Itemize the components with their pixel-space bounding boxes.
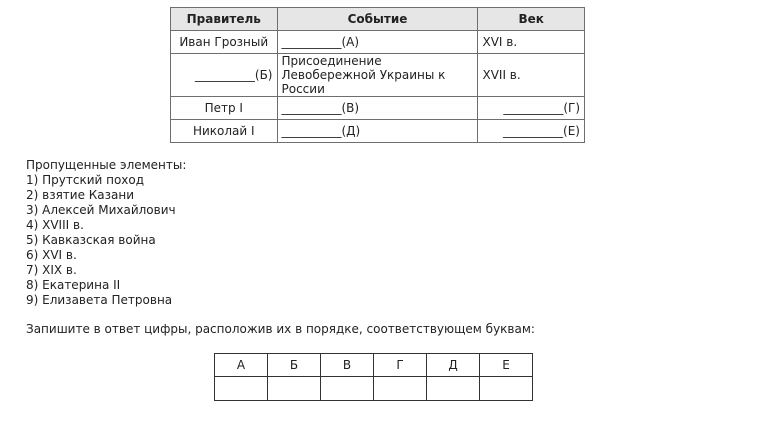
table-header-row bbox=[171, 8, 585, 31]
cell-ruler: __________(Б) bbox=[171, 54, 278, 97]
answer-cell-e[interactable] bbox=[480, 377, 533, 401]
cell-event: __________(А) bbox=[277, 31, 478, 54]
answer-letter: Б bbox=[268, 354, 321, 377]
cell-event: __________(Д) bbox=[277, 120, 478, 143]
missing-elements-title: Пропущенные элементы: bbox=[26, 158, 187, 172]
table-row bbox=[171, 54, 585, 97]
answer-cell-b[interactable] bbox=[268, 377, 321, 401]
answer-cell-v[interactable] bbox=[321, 377, 374, 401]
answer-letter: Е bbox=[480, 354, 533, 377]
answer-table bbox=[214, 353, 533, 401]
list-item: 3) Алексей Михайлович bbox=[26, 203, 176, 217]
answer-cell-d[interactable] bbox=[427, 377, 480, 401]
cell-century: __________(Г) bbox=[478, 97, 585, 120]
cell-century: XVI в. bbox=[478, 31, 585, 54]
list-item: 4) XVIII в. bbox=[26, 218, 84, 232]
cell-century: XVII в. bbox=[478, 54, 585, 97]
answer-letters-row bbox=[215, 354, 533, 377]
instruction-text: Запишите в ответ цифры, расположив их в порядке, соответствующем буквам: bbox=[26, 322, 535, 336]
cell-ruler: Николай I bbox=[171, 120, 278, 143]
answer-cell-a[interactable] bbox=[215, 377, 268, 401]
cell-ruler: Иван Грозный bbox=[171, 31, 278, 54]
header-ruler: Правитель bbox=[171, 8, 278, 31]
answer-letter: Г bbox=[374, 354, 427, 377]
cell-ruler: Петр I bbox=[171, 97, 278, 120]
list-item: 9) Елизавета Петровна bbox=[26, 293, 173, 307]
cell-event: Присоединение Левобережной Украины к России bbox=[277, 54, 478, 97]
cell-century: __________(Е) bbox=[478, 120, 585, 143]
list-item: 2) взятие Казани bbox=[26, 188, 135, 202]
header-century: Век bbox=[478, 8, 585, 31]
list-item: 7) XIX в. bbox=[26, 263, 77, 277]
answer-letter: В bbox=[321, 354, 374, 377]
answer-letter: Д bbox=[427, 354, 480, 377]
answer-input-row bbox=[215, 377, 533, 401]
list-item: 6) XVI в. bbox=[26, 248, 77, 262]
cell-event: __________(В) bbox=[277, 97, 478, 120]
list-item: 1) Прутский поход bbox=[26, 173, 145, 187]
rulers-events-table bbox=[170, 7, 585, 143]
list-item: 5) Кавказская война bbox=[26, 233, 156, 247]
answer-cell-g[interactable] bbox=[374, 377, 427, 401]
missing-elements-list bbox=[26, 173, 176, 308]
table-row bbox=[171, 97, 585, 120]
list-item: 8) Екатерина II bbox=[26, 278, 121, 292]
table-row bbox=[171, 120, 585, 143]
header-event: Событие bbox=[277, 8, 478, 31]
table-row bbox=[171, 31, 585, 54]
answer-letter: А bbox=[215, 354, 268, 377]
